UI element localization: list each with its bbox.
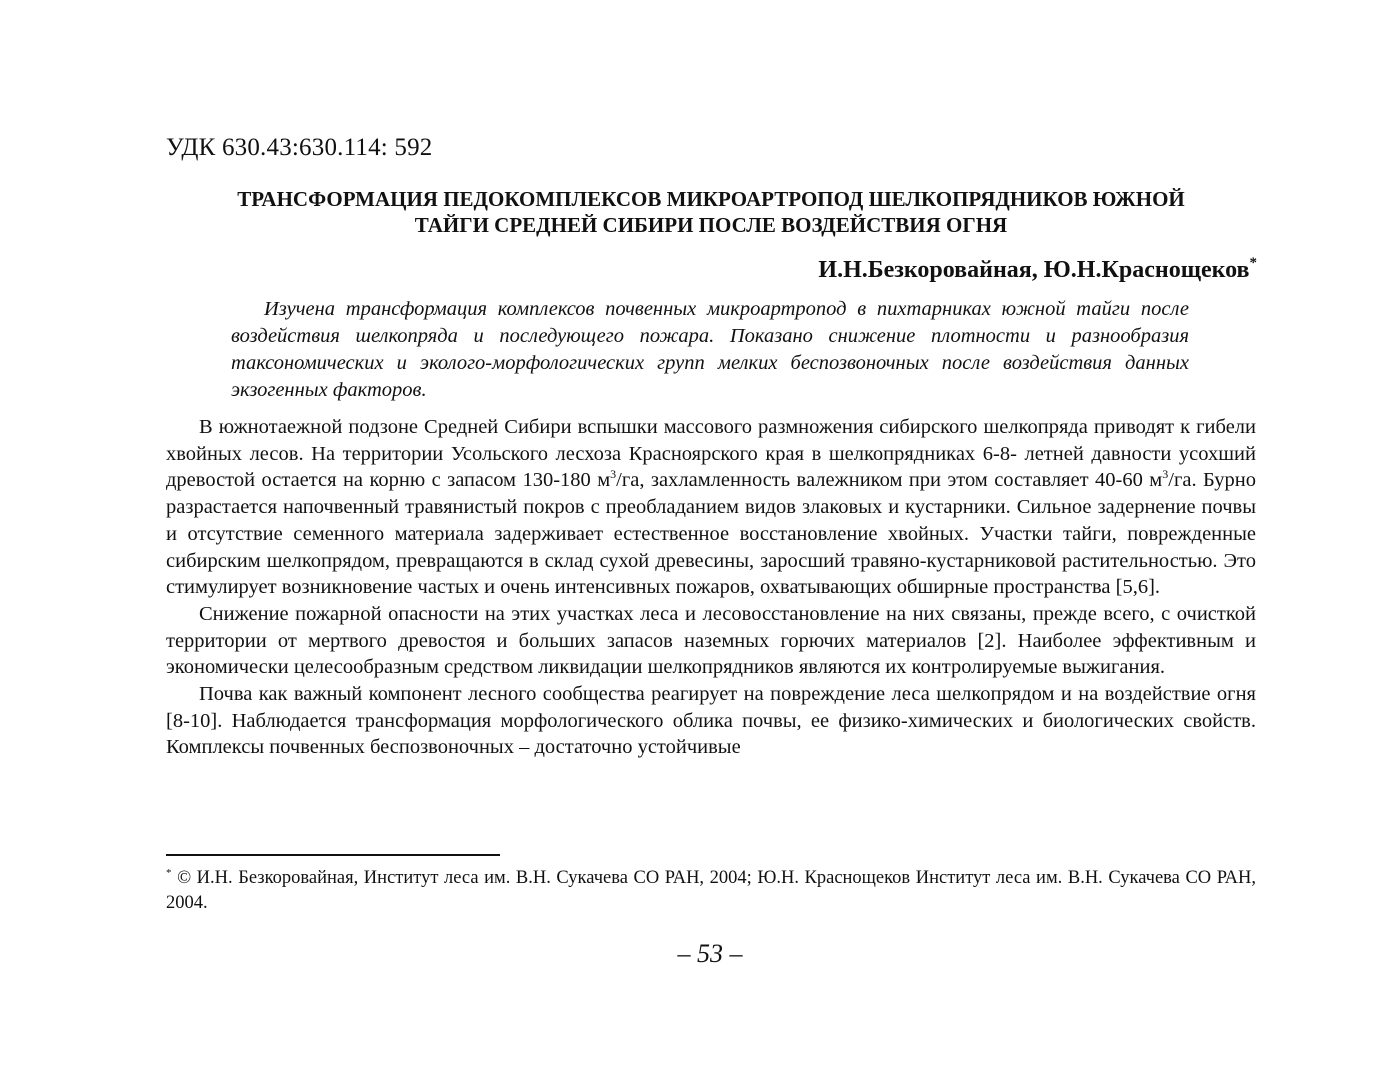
article-body [166,414,1256,761]
paragraph-2: Снижение пожарной опасности на этих участках леса и лесовосстановление на них связаны, прежде всего, с очисткой территории от мертвого древостоя и больших запасов наземных горючих материалов [2]. Наиболее эффективным и экономически целесообразным средством ликвидации шелкопрядников являются их контролируемые выжигания. [166,602,1256,679]
footnote-text: © И.Н. Безкоровайная, Институт леса им. В.Н. Сукачева СО РАН, 2004; Ю.Н. Краснощеков Институт леса им. В.Н. Сукачева СО РАН, 2004. [166,868,1256,913]
paragraph-1-part-c: /га. Бурно разрастается напочвенный травянистый покров с преобладанием видов злаковых и кустарники. Сильное задернение почвы и отсутствие семенного материала задерживает естественное восстановление хвойных. Участки тайги, поврежденные сибирским шелкопрядом, превращаются в склад сухой древесины, заросший травяно-кустарниковой растительностью. Это стимулирует возникновение частых и очень интенсивных пожаров, охватывающих обширные пространства [5,6]. [166,469,1256,599]
footnote [166,866,1256,916]
paragraph-1-part-b: /га, захламленность валежником при этом составляет 40-60 м [616,469,1163,492]
superscript-cubic: 3 [610,467,617,482]
superscript-cubic: 3 [1162,467,1169,482]
page-number: – 53 – [677,939,743,968]
authors [818,254,1257,286]
abstract: Изучена трансформация комплексов почвенных микроартропод в пихтарниках южной тайги после воздействия шелкопряда и последующего пожара. Показано снижение плотности и разнообразия таксономических и эколого-морфологических групп мелких беспозвоночных после воздействия данных экзогенных факторов. [231,298,1189,401]
title-line-2: ТАЙГИ СРЕДНЕЙ СИБИРИ ПОСЛЕ ВОЗДЕЙСТВИЯ ОГНЯ [414,213,1008,237]
title-line-1: ТРАНСФОРМАЦИЯ ПЕДОКОМПЛЕКСОВ МИКРОАРТРОПОД ШЕЛКОПРЯДНИКОВ ЮЖНОЙ [237,187,1185,211]
footnote-mark: * [166,867,172,879]
paragraph-1 [166,414,1256,601]
author-names: И.Н.Безкоровайная, Ю.Н.Краснощеков [818,257,1250,283]
footnote-divider [166,854,500,856]
paragraph-3: Почва как важный компонент лесного сообщества реагирует на повреждение леса шелкопрядом и на воздействие огня [8-10]. Наблюдается трансформация морфологического облика почвы, ее физико-химических и биологических свойств. Комплексы почвенных беспозвоночных – достаточно устойчивые [166,683,1256,759]
author-footnote-mark: * [1249,255,1257,271]
article-title [166,186,1256,238]
paragraph-1-part-a: В южнотаежной подзоне Средней Сибири вспышки массового размножения сибирского шелкопряда приводят к гибели хвойных лесов. На территории Усольского лесхоза Красноярского края в шелкопрядниках 6-8- летней давности усохший древостой остается на корню с запасом 130-180 м [166,416,1256,492]
udk-code: УДК 630.43:630.114: 592 [166,134,433,161]
